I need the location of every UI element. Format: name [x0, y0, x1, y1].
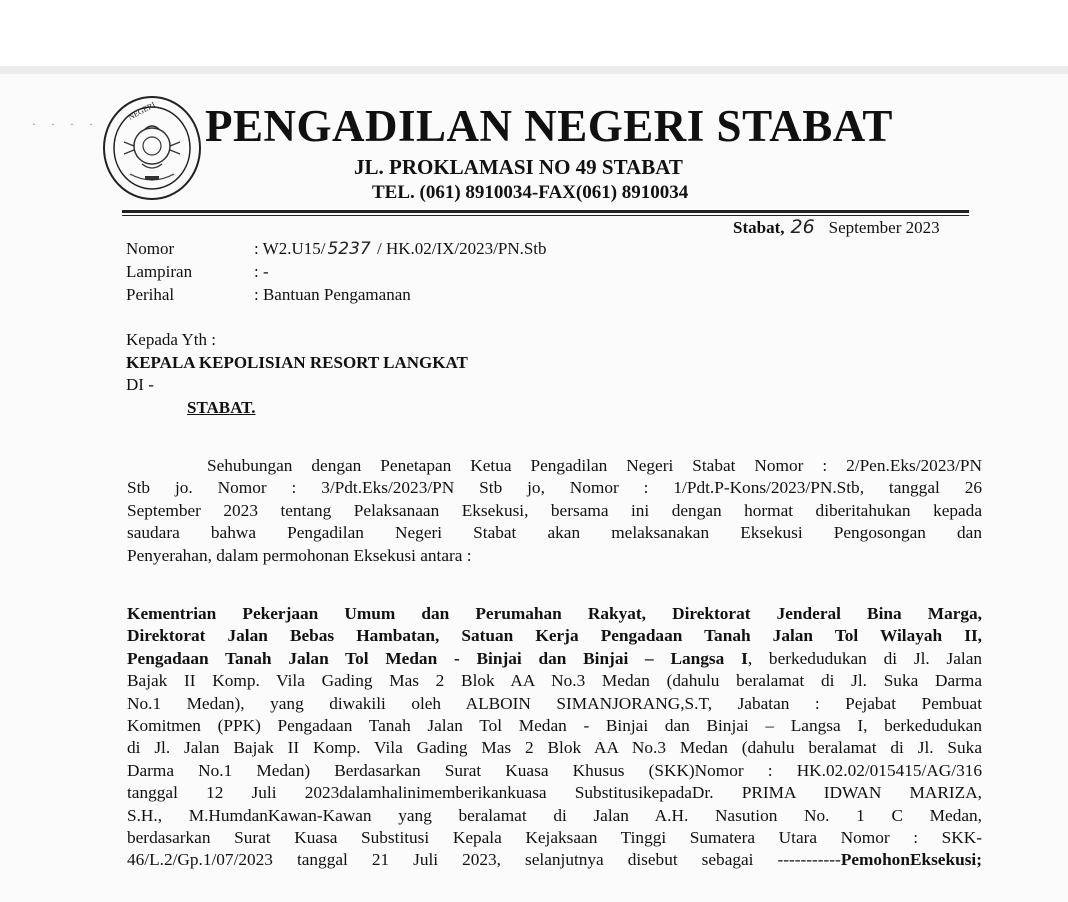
nomor-value	[254, 239, 547, 259]
final-line-dashes: -----------	[777, 850, 841, 870]
date-place: Stabat,	[733, 218, 785, 237]
paragraph-line: September 2023 tentang Pelaksanaan Eksekusi, bersama ini dengan hormat diberitahukan kepada	[127, 500, 982, 520]
letterhead-rule-thick	[122, 210, 969, 213]
paragraph-line-bold: Kementrian Pekerjaan Umum dan Perumahan Rakyat, Direktorat Jenderal Bina Marga,	[127, 604, 982, 623]
court-address: JL. PROKLAMASI NO 49 STABAT	[354, 155, 683, 179]
body-paragraph-1	[127, 455, 982, 567]
final-line-text: 46/L.2/Gp.1/07/2023 tanggal 21 Juli 2023, selanjutnya disebut sebagai	[127, 850, 778, 870]
letter-date	[733, 216, 940, 238]
applicant-label: PemohonEksekusi	[840, 850, 977, 870]
paragraph-line: Darma No.1 Medan) Berdasarkan Surat Kuasa Khusus (SKK)Nomor : HK.02.02/015415/AG/316	[127, 760, 982, 780]
paragraph-line-mixed	[127, 648, 982, 670]
recipient-city: STABAT.	[187, 398, 256, 417]
paragraph-line: tanggal 12 Juli 2023dalamhalinimemberikankuasa SubstitusikepadaDr. PRIMA IDWAN MARIZA,	[127, 783, 982, 803]
paragraph-line: S.H., M.HumdanKawan-Kawan yang beralamat di Jalan A.H. Nasution No. 1 C Medan,	[127, 805, 982, 825]
paragraph-line: berdasarkan Surat Kuasa Substitusi Kepala Kejaksaan Tinggi Sumatera Utara Nomor : SKK-	[127, 828, 982, 848]
court-seal-logo	[100, 94, 204, 202]
date-day-handwritten: 26	[790, 216, 815, 238]
scan-specks: · · · ·	[32, 117, 99, 131]
paragraph-line-bold: Direktorat Jalan Bebas Hambatan, Satuan Kerja Pengadaan Tanah Jalan Tol Wilayah II,	[127, 626, 982, 646]
nomor-label: Nomor	[126, 239, 175, 258]
final-line-end: ;	[976, 850, 982, 870]
party-name-bold: Pengadaan Tanah Jalan Tol Medan - Binjai dan Binjai – Langsa I	[127, 648, 748, 668]
date-month-year: September 2023	[828, 218, 940, 237]
body-paragraph-2	[127, 603, 982, 872]
perihal-label: Perihal	[126, 285, 175, 304]
court-telephone: TEL. (061) 8910034-FAX(061) 8910034	[372, 182, 689, 203]
paragraph-line: Penyerahan, dalam permohonan Eksekusi antara :	[127, 545, 472, 565]
lampiran-value: : -	[254, 262, 269, 281]
court-name-heading: PENGADILAN NEGERI STABAT	[205, 101, 893, 151]
nomor-handwritten: 5237	[327, 239, 371, 259]
top-margin	[0, 0, 1068, 66]
recipient-di: DI -	[126, 375, 154, 394]
paragraph-line: saudara bahwa Pengadilan Negeri Stabat akan melaksanakan Eksekusi Pengosongan dan	[127, 523, 982, 543]
paragraph-line: No.1 Medan), yang diwakili oleh ALBOIN SIMANJORANG,S.T, Jabatan : Pejabat Pembuat	[127, 693, 982, 713]
paragraph-line: di Jl. Jalan Bajak II Komp. Vila Gading Mas 2 Blok AA No.3 Medan (dahulu beralamat di Jl. Suka	[127, 738, 982, 758]
paragraph-line: Sehubungan dengan Penetapan Ketua Pengadilan Negeri Stabat Nomor : 2/Pen.Eks/2023/PN	[207, 456, 982, 475]
recipient-name: KEPALA KEPOLISIAN RESORT LANGKAT	[126, 353, 468, 372]
party-name-rest: , berkedudukan di Jl. Jalan	[747, 648, 983, 668]
nomor-suffix: / HK.02/IX/2023/PN.Stb	[372, 239, 547, 258]
paragraph-line: Stb jo. Nomor : 3/Pdt.Eks/2023/PN Stb jo, Nomor : 1/Pdt.P-Kons/2023/PN.Stb, tanggal 26	[127, 478, 982, 498]
recipient-salutation: Kepada Yth :	[126, 330, 217, 349]
nomor-prefix: : W2.U15/	[254, 239, 326, 258]
paragraph-line: Bajak II Komp. Vila Gading Mas 2 Blok AA No.3 Medan (dahulu beralamat di Jl. Suka Darma	[127, 671, 982, 691]
perihal-value: : Bantuan Pengamanan	[254, 285, 411, 304]
lampiran-label: Lampiran	[126, 262, 193, 281]
paragraph-line-final	[127, 849, 982, 871]
svg-text:NEGERI: NEGERI	[126, 100, 157, 122]
paragraph-line: Komitmen (PPK) Pengadaan Tanah Jalan Tol Medan - Binjai dan Binjai – Langsa I, berkedudukan	[127, 716, 982, 736]
